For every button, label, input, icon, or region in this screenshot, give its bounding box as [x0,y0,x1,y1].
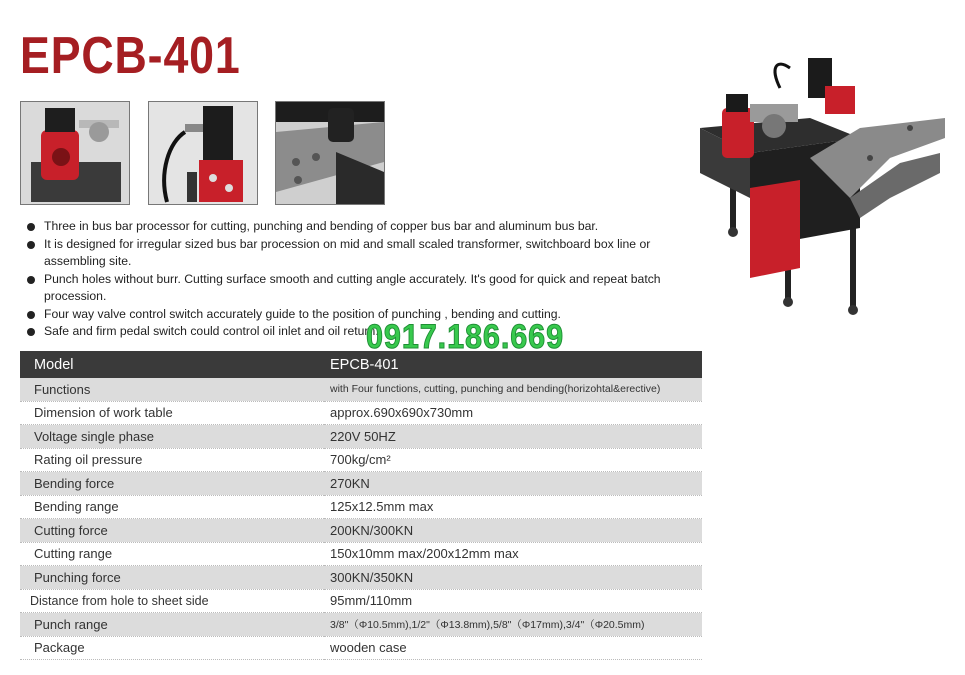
feature-list [24,218,664,341]
spec-key: Bending force [20,472,324,496]
table-row [20,613,702,637]
bullet-icon [27,311,35,319]
table-row [20,401,702,425]
product-title: EPCB-401 [20,27,241,85]
feature-item: Safe and firm pedal switch could control oil inlet and oil return. [24,323,664,341]
spec-value: 125x12.5mm max [324,495,702,519]
header-value: EPCB-401 [324,351,702,378]
spec-key: Punching force [20,566,324,590]
spec-value: 200KN/300KN [324,519,702,543]
phone-watermark: 0917.186.669 [366,318,564,356]
header-key: Model [20,351,324,378]
table-row [20,542,702,566]
table-row [20,589,702,613]
spec-key: Distance from hole to sheet side [20,589,324,613]
spec-value: with Four functions, cutting, punching and bending(horizohtal&erective) [324,378,702,401]
spec-key: Punch range [20,613,324,637]
spec-value: 300KN/350KN [324,566,702,590]
table-row [20,425,702,449]
spec-key: Bending range [20,495,324,519]
feature-item: It is designed for irregular sized bus bar procession on mid and small scaled transformer, switchboard box line or assembling site. [24,236,664,271]
spec-value: 270KN [324,472,702,496]
spec-value: wooden case [324,636,702,660]
cutting-unit-photo [148,101,258,205]
table-row [20,495,702,519]
table-row [20,519,702,543]
spec-key: Dimension of work table [20,401,324,425]
bullet-icon [27,328,35,336]
spec-key: Voltage single phase [20,425,324,449]
spec-value: approx.690x690x730mm [324,401,702,425]
spec-key: Cutting range [20,542,324,566]
spec-value: 150x10mm max/200x12mm max [324,542,702,566]
feature-item: Punch holes without burr. Cutting surface smooth and cutting angle accurately. It's good for quick and repeat batch procession. [24,271,664,306]
spec-key: Rating oil pressure [20,448,324,472]
bullet-icon [27,276,35,284]
table-header-row [20,351,702,378]
feature-item: Four way valve control switch accurately guide to the position of punching , bending and cutting. [24,306,664,324]
table-row [20,566,702,590]
specification-table [20,351,702,660]
spec-value: 95mm/110mm [324,589,702,613]
spec-value: 700kg/cm² [324,448,702,472]
table-row [20,472,702,496]
spec-key: Package [20,636,324,660]
spec-value: 220V 50HZ [324,425,702,449]
bullet-icon [27,223,35,231]
table-row [20,448,702,472]
bullet-icon [27,241,35,249]
spec-key: Functions [20,378,324,401]
machine-photo [690,48,960,318]
spec-key: Cutting force [20,519,324,543]
punch-unit-photo [20,101,130,205]
table-row [20,378,702,401]
table-row [20,636,702,660]
spec-value: 3/8"（Φ10.5mm),1/2"（Φ13.8mm),5/8"（Φ17mm),3/4"（Φ20.5mm) [324,613,702,637]
feature-item: Three in bus bar processor for cutting, punching and bending of copper bus bar and aluminum bus bar. [24,218,664,236]
bending-unit-photo [275,101,385,205]
